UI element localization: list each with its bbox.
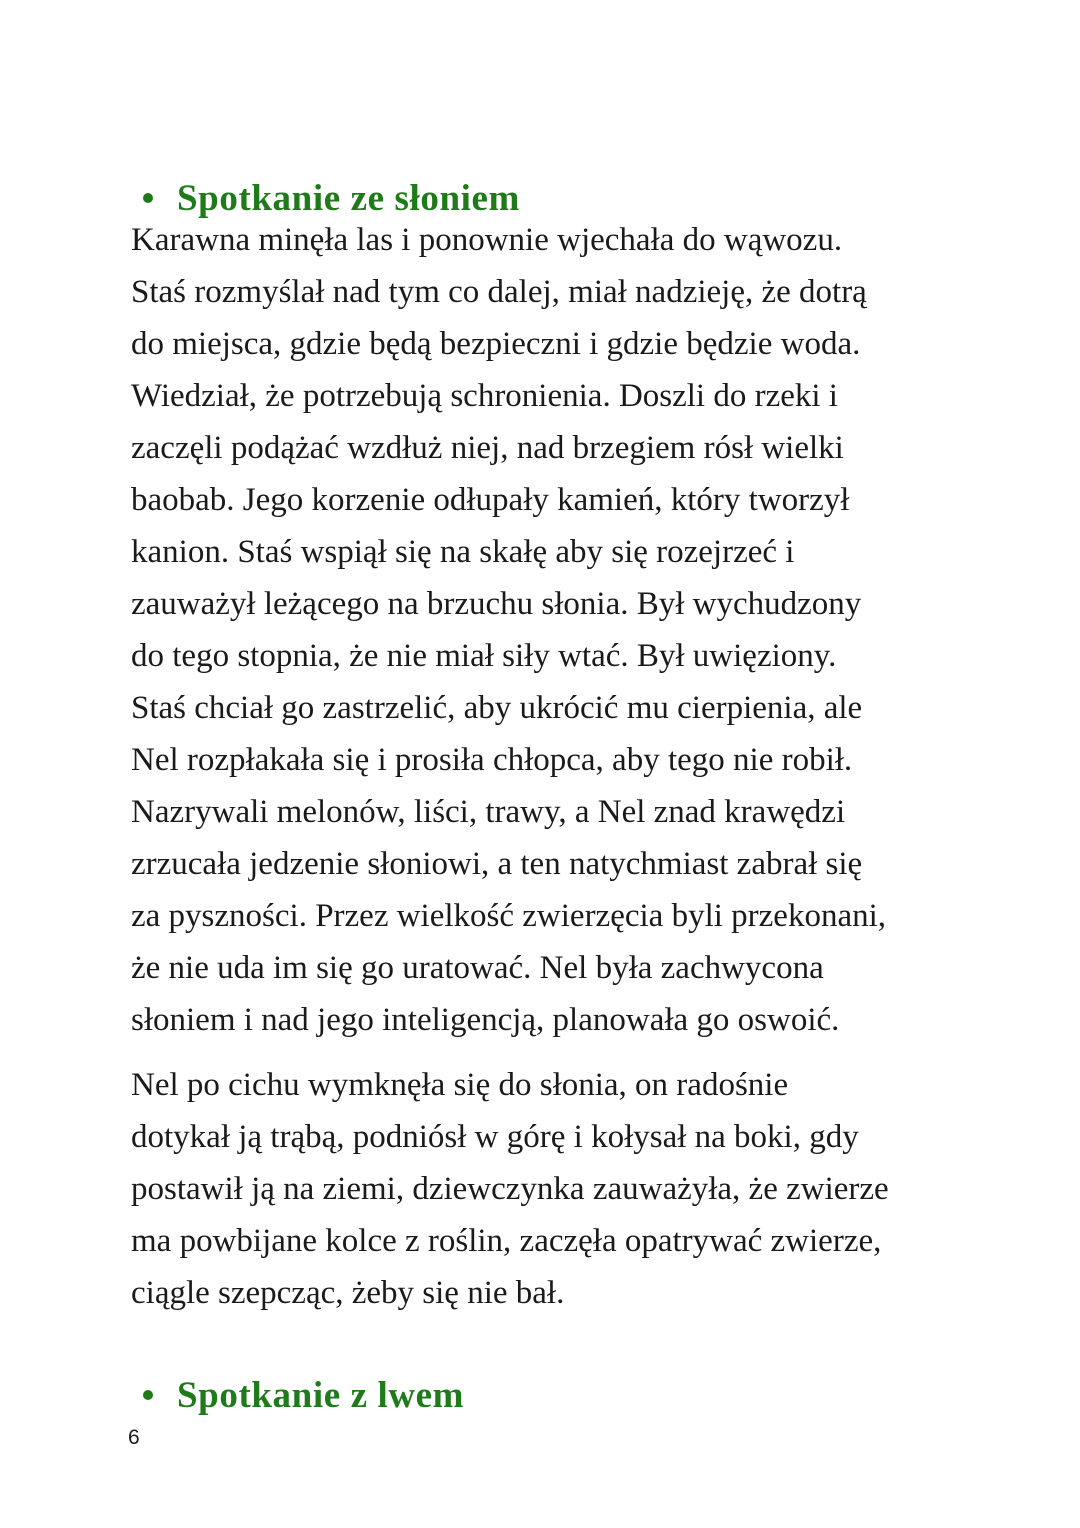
page-number: 6	[128, 1426, 140, 1449]
text-line: zaczęli podążać wzdłuż niej, nad brzegiem rósł wielki	[131, 430, 844, 466]
paragraph	[131, 214, 971, 1046]
text-line: Nel po cichu wymknęła się do słonia, on radośnie	[131, 1067, 789, 1103]
text-line: zrzucała jedzenie słoniowi, a ten natychmiast zabrał się	[131, 846, 863, 882]
text-line: że nie uda im się go uratować. Nel była zachwycona	[131, 950, 824, 986]
bullet-icon	[143, 193, 153, 203]
text-line: dotykał ją trąbą, podniósł w górę i kołysał na boki, gdy	[131, 1119, 859, 1155]
text-line: do tego stopnia, że nie miał siły wtać. Był uwięziony.	[131, 638, 837, 674]
text-line: ciągle szepcząc, żeby się nie bał.	[131, 1275, 565, 1311]
section-heading-text: Spotkanie ze słoniem	[177, 177, 520, 219]
text-line: Staś chciał go zastrzelić, aby ukrócić mu cierpienia, ale	[131, 690, 863, 726]
text-line: ma powbijane kolce z roślin, zaczęła opatrywać zwierze,	[131, 1223, 882, 1259]
text-line: Nazrywali melonów, liści, trawy, a Nel znad krawędzi	[131, 794, 846, 830]
text-line: kanion. Staś wspiął się na skałę aby się rozejrzeć i	[131, 534, 795, 570]
text-line: Karawna minęła las i ponownie wjechała do wąwozu.	[131, 222, 843, 258]
text-line: Wiedział, że potrzebują schronienia. Doszli do rzeki i	[131, 378, 838, 414]
text-line: do miejsca, gdzie będą bezpieczni i gdzie będzie woda.	[131, 326, 861, 362]
text-line: zauważył leżącego na brzuchu słonia. Był wychudzony	[131, 586, 862, 622]
section-heading-text: Spotkanie z lwem	[177, 1374, 465, 1416]
text-line: słoniem i nad jego inteligencją, planowała go oswoić.	[131, 1002, 840, 1038]
bullet-icon	[143, 1390, 153, 1400]
text-line: Staś rozmyślał nad tym co dalej, miał nadzieję, że dotrą	[131, 274, 867, 310]
text-line: postawił ją na ziemi, dziewczynka zauważyła, że zwierze	[131, 1171, 889, 1207]
text-line: Nel rozpłakała się i prosiła chłopca, aby tego nie robił.	[131, 742, 853, 778]
text-line: za pyszności. Przez wielkość zwierzęcia byli przekonani,	[131, 898, 887, 934]
text-line: baobab. Jego korzenie odłupały kamień, który tworzył	[131, 482, 850, 518]
section-heading-lion	[143, 1374, 464, 1417]
paragraph	[131, 1059, 971, 1319]
